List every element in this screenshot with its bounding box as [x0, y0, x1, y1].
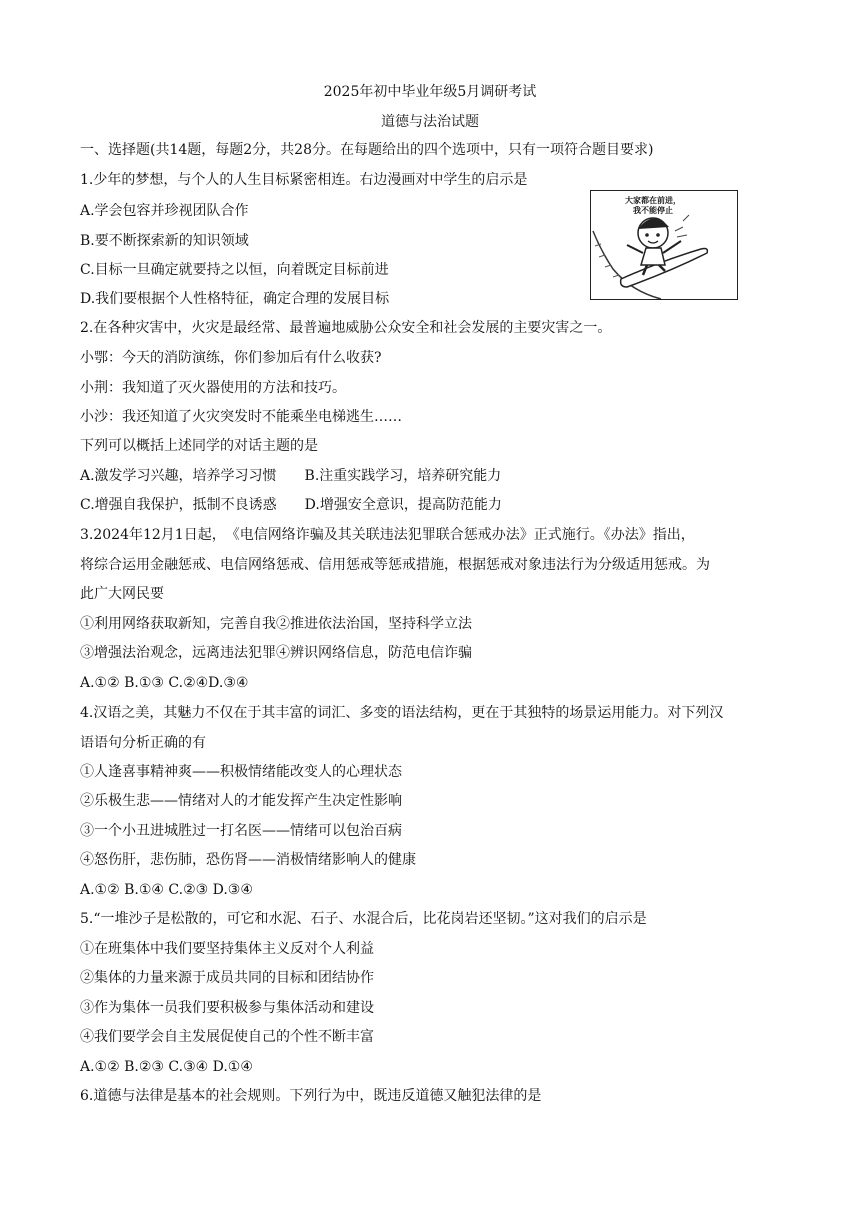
q5-statement-3: ③作为集体一员我们要积极参与集体活动和建设	[80, 1000, 374, 1016]
q4-options: A.①② B.①④ C.②③ D.③④	[80, 882, 253, 898]
q5-statement-2: ②集体的力量来源于成员共同的目标和团结协作	[80, 970, 374, 986]
q3-stem-2: 将综合运用金融惩戒、电信网络惩戒、信用惩戒等惩戒措施，根据惩戒对象违法行为分级适用惩戒。为	[80, 557, 710, 573]
q5-statement-4: ④我们要学会自主发展促使自己的个性不断丰富	[80, 1029, 374, 1045]
subject-title: 道德与法治试题	[381, 114, 479, 130]
q4-stem-1: 4.汉语之美，其魅力不仅在于其丰富的词汇、多变的语法结构，更在于其独特的场景运用能力。对下列汉	[80, 705, 724, 721]
q2-options-cd: C.增强自我保护，抵制不良诱惑 D.增强安全意识，提高防范能力	[80, 497, 502, 513]
q2-dialogue-1: 小鄂：今天的消防演练，你们参加后有什么收获?	[80, 350, 382, 366]
q2-dialogue-3: 小沙：我还知道了火灾突发时不能乘坐电梯逃生……	[80, 409, 402, 425]
cartoon-caption	[625, 195, 681, 215]
q2-question: 下列可以概括上述同学的对话主题的是	[80, 438, 318, 454]
cartoon-caption-line2: 我不能停止	[633, 205, 673, 215]
q4-stem-2: 语语句分析正确的有	[80, 735, 206, 751]
q3-options: A.①② B.①③ C.②④D.③④	[80, 675, 249, 691]
q4-statement-1: ①人逢喜事精神爽——积极情绪能改变人的心理状态	[80, 764, 402, 780]
q2-options-ab: A.激发学习兴趣，培养学习习惯 B.注重实践学习，培养研究能力	[80, 468, 502, 484]
q5-stem: 5.“一堆沙子是松散的，可它和水泥、石子、水混合后，比花岗岩还坚韧。”这对我们的启示是	[80, 911, 647, 927]
q5-options: A.①② B.②③ C.③④ D.①④	[80, 1059, 253, 1075]
section-heading: 一、选择题(共14题，每题2分，共28分。在每题给出的四个选项中，只有一项符合题目要求)	[80, 142, 654, 158]
exam-title: 2025年初中毕业年级5月调研考试	[323, 84, 537, 100]
q1-option-d: D.我们要根据个人性格特征，确定合理的发展目标	[80, 291, 390, 307]
q4-statement-2: ②乐极生悲——情绪对人的才能发挥产生决定性影响	[80, 793, 402, 809]
q5-statement-1: ①在班集体中我们要坚持集体主义反对个人利益	[80, 941, 374, 957]
cartoon-caption-line1: 大家都在前进，	[625, 195, 681, 205]
q6-stem: 6.道德与法律是基本的社会规则。下列行为中，既违反道德又触犯法律的是	[80, 1088, 542, 1104]
q4-statement-3: ③一个小丑进城胜过一打名医——情绪可以包治百病	[80, 823, 402, 839]
q3-statements-12: ①利用网络获取新知，完善自我②推进依法治国，坚持科学立法	[80, 616, 472, 632]
snowboard-cartoon	[590, 190, 738, 300]
q4-statement-4: ④怒伤肝，悲伤肺，恐伤肾——消极情绪影响人的健康	[80, 852, 416, 868]
q3-stem-3: 此广大网民要	[80, 586, 164, 602]
q2-dialogue-2: 小荆：我知道了灭火器使用的方法和技巧。	[80, 380, 346, 396]
q2-stem: 2.在各种灾害中，火灾是最经常、最普遍地威胁公众安全和社会发展的主要灾害之一。	[80, 320, 612, 336]
q3-statements-34: ③增强法治观念，远离违法犯罪④辨识网络信息，防范电信诈骗	[80, 645, 472, 661]
q1-option-a: A.学会包容并珍视团队合作	[80, 203, 249, 219]
q1-stem: 1.少年的梦想，与个人的人生目标紧密相连。右边漫画对中学生的启示是	[80, 172, 528, 188]
q3-stem-1: 3.2024年12月1日起， 《电信网络诈骗及其关联违法犯罪联合惩戒办法》正式施行。《办法》指出，	[80, 527, 695, 543]
q1-option-b: B.要不断探索新的知识领域	[80, 233, 249, 249]
q1-option-c: C.目标一旦确定就要持之以恒，向着既定目标前进	[80, 262, 389, 278]
